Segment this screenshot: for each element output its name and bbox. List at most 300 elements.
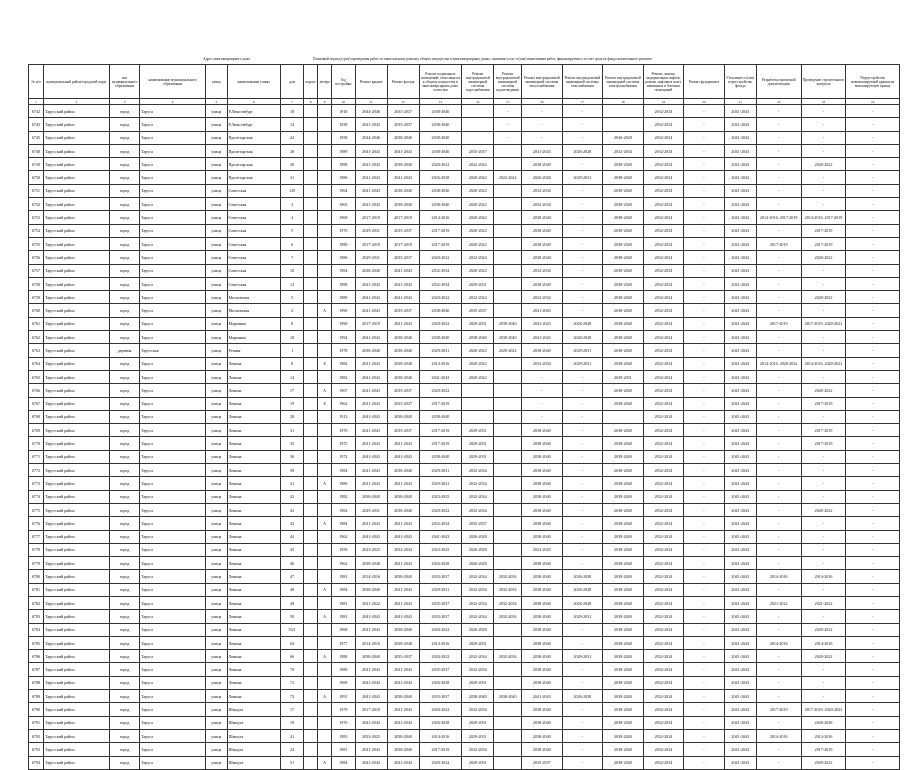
table-cell: - [846,450,900,463]
table-cell: 2032-2034 [643,477,684,490]
table-cell: А [318,583,332,596]
table-cell: Тарусский район [43,756,109,769]
table-cell: - [846,264,900,277]
table-cell [304,198,318,211]
table-cell: 2035-2037 [462,144,494,157]
table-cell: 1965 [332,198,355,211]
table-cell: 2017-2019 [387,237,419,250]
table-cell: 2038-2040 [603,623,644,636]
table-cell: 2032-2034 [522,264,563,277]
table-cell: 51 [280,756,303,769]
table-cell: 1982 [332,357,355,370]
table-cell: - [562,450,603,463]
table-cell: - [756,517,801,530]
table-cell: 2038-2040 [603,264,644,277]
table-cell [304,171,318,184]
table-cell [304,650,318,663]
table-cell: 2022-2024 [462,158,494,171]
table-cell: 2020-2022 [801,623,846,636]
table-cell: 6765 [29,370,44,383]
table-cell: Тарусский район [43,703,109,716]
table-cell: - [801,410,846,423]
table-cell: Таруса [139,490,205,503]
table-cell: - [684,384,725,397]
table-cell [494,716,522,729]
table-cell: 2017-2019 [355,211,387,224]
table-row [29,490,900,503]
table-cell: 43 [280,503,303,516]
table-cell: 2038-2040 [522,224,563,237]
table-cell: 2041-2043 [419,370,462,383]
table-cell: город [110,251,140,264]
table-cell: 6786 [29,650,44,663]
table-cell [318,317,332,330]
table-cell: 5 [280,291,303,304]
table-cell: 6754 [29,224,44,237]
column-number: 1 [29,99,44,105]
table-cell [318,437,332,450]
table-cell: - [756,264,801,277]
table-row [29,464,900,477]
table-cell: 10 [280,331,303,344]
table-cell: Таруса [139,503,205,516]
table-cell: 2038-2040 [387,690,419,703]
table-cell [318,503,332,516]
table-cell: 1962 [332,530,355,543]
table-cell: 2041-2043 [724,224,756,237]
table-cell: - [562,251,603,264]
table-cell: 2038-2040 [522,703,563,716]
table-cell: 2026-2028 [562,570,603,583]
table-cell: Тарусский район [43,237,109,250]
table-cell [304,344,318,357]
table-cell: Тарусский район [43,211,109,224]
table-cell [318,277,332,290]
table-cell: 2041-2043 [355,277,387,290]
table-cell: город [110,610,140,623]
table-cell: 2014-2016 [419,211,462,224]
table-cell: 2041-2043 [387,264,419,277]
table-cell: - [846,397,900,410]
table-cell: Таруса [139,118,205,131]
table-cell: Пролетарская [227,144,280,157]
table-cell: Тарусский район [43,517,109,530]
table-cell: 30 [280,158,303,171]
table-cell: 2041-2043 [387,610,419,623]
table-cell: 2020-2022 [801,158,846,171]
table-cell: 1968 [332,623,355,636]
table-cell: улица [206,676,227,689]
column-header: № п/п [29,65,44,99]
table-cell: - [756,464,801,477]
table-cell: 2035-2037 [387,251,419,264]
table-cell: улица [206,397,227,410]
table-cell: 1980 [332,237,355,250]
table-cell: 1989 [332,477,355,490]
table-cell [304,676,318,689]
table-cell: - [801,477,846,490]
table-cell [494,384,522,397]
table-cell: 2020-2022 [462,224,494,237]
table-cell: Таруса [139,610,205,623]
table-cell: 2022-2024 [462,291,494,304]
table-cell: улица [206,317,227,330]
table-cell: - [756,716,801,729]
table-cell: Тарусский район [43,357,109,370]
table-cell: - [756,397,801,410]
table-cell [318,570,332,583]
column-header: Ремонт подвальных помещений, относящихся к общему имуществу в многоквартирном доме, отмостки [419,65,462,99]
table-cell: 6748 [29,144,44,157]
table-cell: - [846,650,900,663]
table-cell: - [756,144,801,157]
column-header: Ремонт внутридомовой инженерной системы электроснабжения [603,65,644,99]
table-cell: 2038-2040 [603,743,644,756]
table-cell: 49 [280,596,303,609]
table-cell: - [801,690,846,703]
table-cell: 1989 [332,144,355,157]
table-cell: 2020-2022 [419,317,462,330]
table-cell: Таруса [139,158,205,171]
table-cell: 2041-2043 [387,277,419,290]
table-row [29,610,900,623]
table-cell: 6760 [29,304,44,317]
table-cell: город [110,557,140,570]
table-cell [318,237,332,250]
table-row [29,543,900,556]
table-cell: 2041-2043 [724,277,756,290]
table-cell: 2041-2043 [355,743,387,756]
table-cell: 2029-2031 [462,636,494,649]
table-cell: 2041-2043 [355,370,387,383]
table-cell: город [110,477,140,490]
table-cell [494,291,522,304]
table-cell: 2041-2043 [355,357,387,370]
table-cell: 2017-2019 [419,397,462,410]
table-cell: 2029-2031 [462,676,494,689]
table-cell: 2032-2034 [643,144,684,157]
table-cell: - [522,370,563,383]
table-cell [318,729,332,742]
table-cell: 2023-2025 [355,729,387,742]
table-cell: - [684,464,725,477]
table-cell: - [846,370,900,383]
table-cell: - [562,703,603,716]
table-cell: - [846,530,900,543]
table-cell: 2038-2040 [419,410,462,423]
table-row [29,424,900,437]
table-cell: 2038-2040 [387,357,419,370]
table-cell: Тарусский район [43,291,109,304]
table-cell [304,331,318,344]
table-cell: 6762 [29,331,44,344]
table-cell: 6787 [29,663,44,676]
table-cell: 2038-2040 [603,198,644,211]
table-cell: улица [206,490,227,503]
table-cell: 2029-2031 [462,756,494,769]
table-cell: 2038-2040 [603,251,644,264]
column-header: литера [318,65,332,99]
table-cell: 2014-2016 [419,729,462,742]
table-cell: 2038-2040 [522,477,563,490]
table-cell: - [801,344,846,357]
table-cell: 2041-2043 [355,424,387,437]
table-cell: 2032-2034 [522,291,563,304]
table-cell: - [562,464,603,477]
table-cell: Тарусский район [43,118,109,131]
table-cell [494,490,522,503]
table-row [29,663,900,676]
table-cell [318,450,332,463]
table-cell: Тарусский район [43,530,109,543]
table-cell: Таруса [139,650,205,663]
table-cell: улица [206,557,227,570]
table-cell: 2032-2034 [643,676,684,689]
table-cell: город [110,583,140,596]
table-cell: город [110,370,140,383]
table-cell: улица [206,464,227,477]
table-cell: город [110,105,140,118]
table-cell: город [110,450,140,463]
table-cell: 1989 [332,291,355,304]
table-cell: - [684,277,725,290]
table-cell: 2041-2043 [724,317,756,330]
table-cell: 7 [280,251,303,264]
table-row [29,703,900,716]
table-cell: 2041-2043 [724,344,756,357]
table-cell: 2038-2040 [603,450,644,463]
table-cell: - [756,663,801,676]
table-cell: - [756,623,801,636]
table-cell: 2038-2040 [387,743,419,756]
table-cell: 2041-2043 [724,158,756,171]
table-cell: улица [206,410,227,423]
table-cell: 2038-2040 [603,610,644,623]
table-cell: 2020-2022 [419,756,462,769]
table-cell: 2020-2022 [462,357,494,370]
table-cell: 2020-2022 [462,237,494,250]
table-cell: 2044-2046 [355,105,387,118]
table-cell: 6752 [29,198,44,211]
table-cell: 2038-2040 [419,198,462,211]
column-number: 23 [801,99,846,105]
table-cell: 2041-2043 [724,703,756,716]
table-cell: Тарусский район [43,105,109,118]
table-cell [318,663,332,676]
table-cell: Таруса [139,198,205,211]
table-cell: город [110,331,140,344]
table-cell: 2041-2043 [419,530,462,543]
column-header: тип муниципального образования [110,65,140,99]
table-cell: город [110,729,140,742]
table-cell: - [801,171,846,184]
table-cell: 2014-2016, 2017-2019 [756,211,801,224]
table-cell: Советская [227,198,280,211]
table-cell: 2014-2016 [419,357,462,370]
table-cell [494,410,522,423]
table-cell [304,384,318,397]
table-cell: - [684,543,725,556]
table-cell: 2014-2016, 2020-2022 [756,357,801,370]
table-cell: Ленина [227,370,280,383]
table-cell: 2032-2034 [522,357,563,370]
column-header: муниципальный район/городской округ [43,65,109,99]
table-cell: 6742 [29,105,44,118]
table-cell: 2038-2040 [387,331,419,344]
table-cell [304,410,318,423]
table-cell [304,543,318,556]
table-cell: - [801,530,846,543]
table-cell: 12 [280,277,303,290]
table-cell: - [684,118,725,131]
table-cell: 2041-2043 [724,530,756,543]
table-cell: город [110,530,140,543]
table-cell [318,370,332,383]
table-cell: 1981 [332,570,355,583]
table-cell: 2029-2031 [462,729,494,742]
table-cell: - [846,105,900,118]
table-cell: - [846,410,900,423]
table-cell: 2026-2028 [419,716,462,729]
table-cell: 1969 [332,676,355,689]
table-cell: 2038-2040 [387,490,419,503]
table-cell: - [562,184,603,197]
table-cell: 2041-2043 [355,610,387,623]
table-cell: 42 [280,490,303,503]
table-cell: - [562,557,603,570]
table-cell: Таруса [139,464,205,477]
table-cell: 2041-2043 [724,557,756,570]
column-number: 24 [846,99,900,105]
table-cell: 1984 [332,264,355,277]
column-number: 8 [304,99,318,105]
table-cell: 2041-2043 [724,490,756,503]
table-cell: Ленина [227,397,280,410]
table-cell: Таруса [139,211,205,224]
table-cell: - [801,464,846,477]
table-row [29,517,900,530]
table-cell [304,357,318,370]
table-cell [494,743,522,756]
table-cell: 2032-2034 [494,650,522,663]
table-cell: Таруса [139,251,205,264]
table-cell: - [684,410,725,423]
table-cell: Тарусский район [43,716,109,729]
table-cell [494,437,522,450]
table-cell [304,464,318,477]
table-cell [304,450,318,463]
table-cell: улица [206,184,227,197]
table-cell: Ленина [227,437,280,450]
table-cell: - [846,211,900,224]
table-cell: Московская [227,291,280,304]
table-cell: город [110,756,140,769]
table-cell: 2041-2043 [522,331,563,344]
table-cell [304,756,318,769]
table-cell [318,291,332,304]
table-cell: 6773 [29,477,44,490]
table-row [29,570,900,583]
column-header: Ремонт, замена, модернизация лифтов, ремонт лифтовых шахт, машинных и блочных помещений [643,65,684,99]
table-cell: 1959 [332,543,355,556]
table-cell [318,344,332,357]
column-header: Ремонт внутридомовой инженерной системы водоснабжения [462,65,494,99]
table-cell: 2032-2034 [643,610,684,623]
table-cell: улица [206,171,227,184]
table-cell: 2041-2043 [355,184,387,197]
table-cell: 1988 [332,650,355,663]
table-cell: 2041-2043 [724,397,756,410]
table-cell: - [846,384,900,397]
table-cell: - [846,251,900,264]
table-cell: город [110,517,140,530]
table-cell [304,437,318,450]
table-cell: - [846,198,900,211]
table-cell [304,424,318,437]
table-row [29,370,900,383]
table-cell: 2041-2043 [355,623,387,636]
table-cell [462,410,494,423]
table-cell: 2029-2031 [462,317,494,330]
table-cell: улица [206,251,227,264]
table-cell: 2041-2043 [522,317,563,330]
table-cell: Ленина [227,596,280,609]
table-cell: - [684,370,725,383]
table-cell: город [110,743,140,756]
table-cell: 2020-2022 [419,251,462,264]
table-cell: 2023-2025 [355,543,387,556]
table-cell: Ленина [227,610,280,623]
table-cell: 6794 [29,756,44,769]
table-cell: 2032-2034 [643,636,684,649]
table-cell: 43 [280,517,303,530]
table-cell: 2041-2043 [387,437,419,450]
table-cell: 2032-2034 [643,583,684,596]
table-cell: Тарусский район [43,384,109,397]
table-cell: - [562,503,603,516]
table-cell: 1982 [332,490,355,503]
table-cell: - [846,503,900,516]
table-cell: - [801,557,846,570]
table-cell: город [110,543,140,556]
table-cell: 2041-2043 [387,676,419,689]
table-cell: 2032-2034 [643,251,684,264]
table-cell: Тарусский район [43,264,109,277]
table-cell: город [110,464,140,477]
table-cell: 2020-2022 [419,703,462,716]
table-cell: - [562,517,603,530]
table-cell: 2032-2034 [419,264,462,277]
table-cell: 2038-2040 [419,131,462,144]
table-cell: 2038-2040 [603,171,644,184]
table-cell: 2 [280,304,303,317]
table-cell: 2041-2043 [724,118,756,131]
table-cell: Таруса [139,370,205,383]
table-cell: - [684,716,725,729]
table-cell: 2035-2037 [387,105,419,118]
table-cell: Тарусский район [43,437,109,450]
table-cell: 2032-2034 [643,198,684,211]
table-cell: 2041-2043 [387,450,419,463]
table-cell: 2029-2031 [562,650,603,663]
table-cell: - [562,304,603,317]
table-cell: Тарусский район [43,331,109,344]
table-cell: - [756,184,801,197]
table-cell: 2020-2022 [462,211,494,224]
table-row [29,450,900,463]
table-cell: 4 [280,211,303,224]
column-number: 20 [684,99,725,105]
